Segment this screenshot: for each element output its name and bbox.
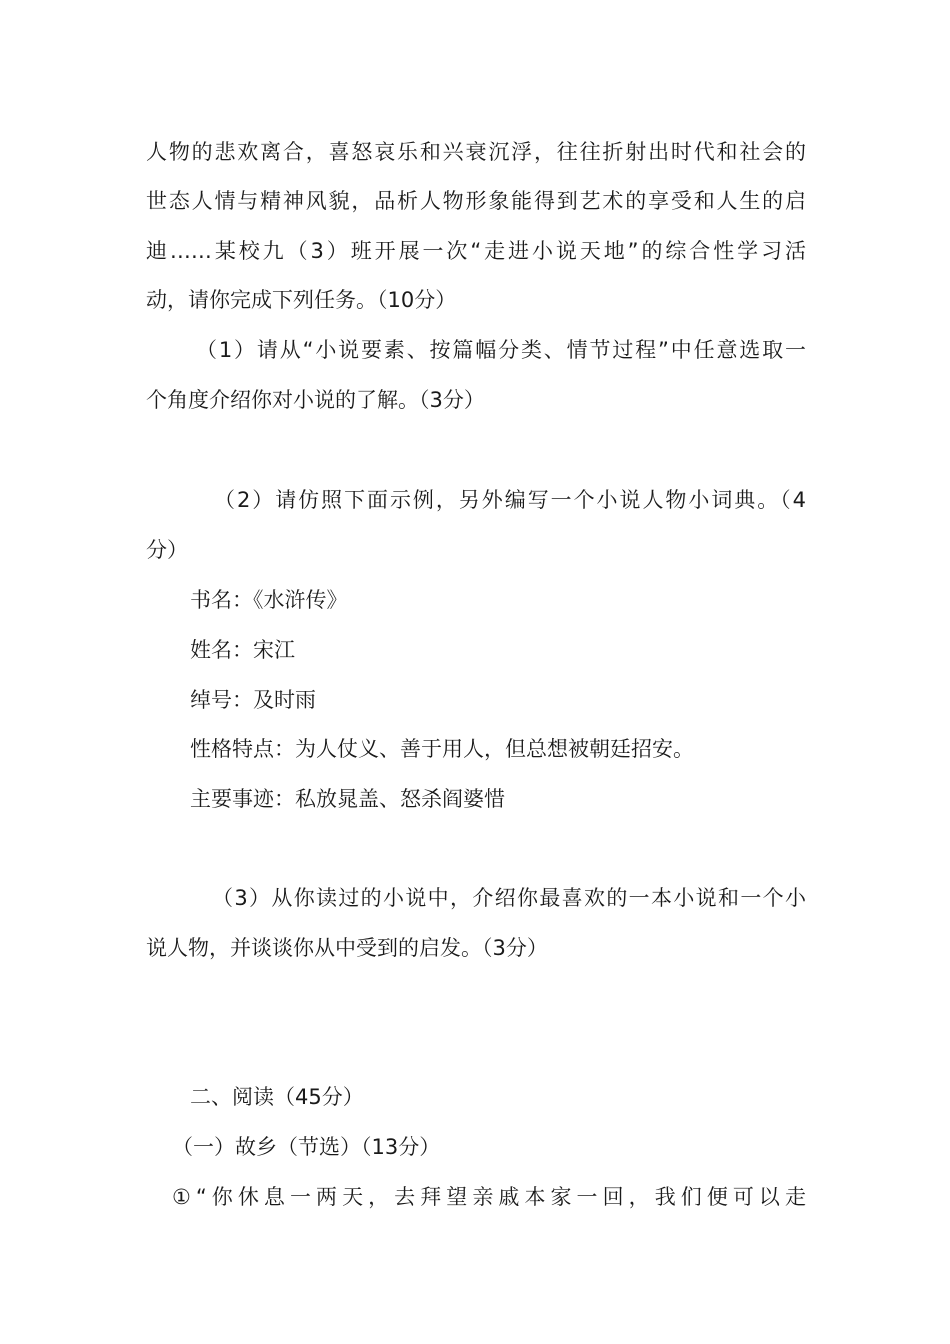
intro-line-1: 人物的悲欢离合，喜怒哀乐和兴衰沉浮，往往折射出时代和社会的 bbox=[146, 140, 806, 164]
task1-line-1: （1）请从“小说要素、按篇幅分类、情节过程”中任意选取一 bbox=[196, 338, 806, 362]
subsection1-title: （一）故乡（节选）（13分） bbox=[172, 1135, 441, 1159]
example-nickname: 绰号：及时雨 bbox=[190, 688, 316, 712]
task3-line-2: 说人物，并谈谈你从中受到的启发。（3分） bbox=[146, 936, 548, 960]
intro-line-2: 世态人情与精神风貌，品析人物形象能得到艺术的享受和人生的启 bbox=[146, 189, 806, 213]
example-traits: 性格特点：为人仗义、善于用人，但总想被朝廷招安。 bbox=[190, 737, 694, 761]
task1-line-2: 个角度介绍你对小说的了解。（3分） bbox=[146, 388, 485, 412]
task2-line-1: （2）请仿照下面示例，另外编写一个小说人物小词典。（4 bbox=[214, 488, 806, 512]
example-book: 书名：《水浒传》 bbox=[190, 588, 348, 612]
task3-line-1: （3）从你读过的小说中，介绍你最喜欢的一本小说和一个小 bbox=[212, 886, 806, 910]
intro-line-3: 迪……某校九（3）班开展一次“走进小说天地”的综合性学习活 bbox=[146, 239, 806, 263]
passage-line-1: ①“你休息一两天，去拜望亲戚本家一回，我们便可以走 bbox=[172, 1185, 806, 1209]
example-deeds: 主要事迹：私放晁盖、怒杀阎婆惜 bbox=[190, 787, 505, 811]
section2-title: 二、阅读（45分） bbox=[190, 1085, 364, 1109]
intro-line-4: 动，请你完成下列任务。（10分） bbox=[146, 288, 457, 312]
example-name: 姓名：宋江 bbox=[190, 638, 295, 662]
task2-line-2: 分） bbox=[146, 538, 188, 562]
